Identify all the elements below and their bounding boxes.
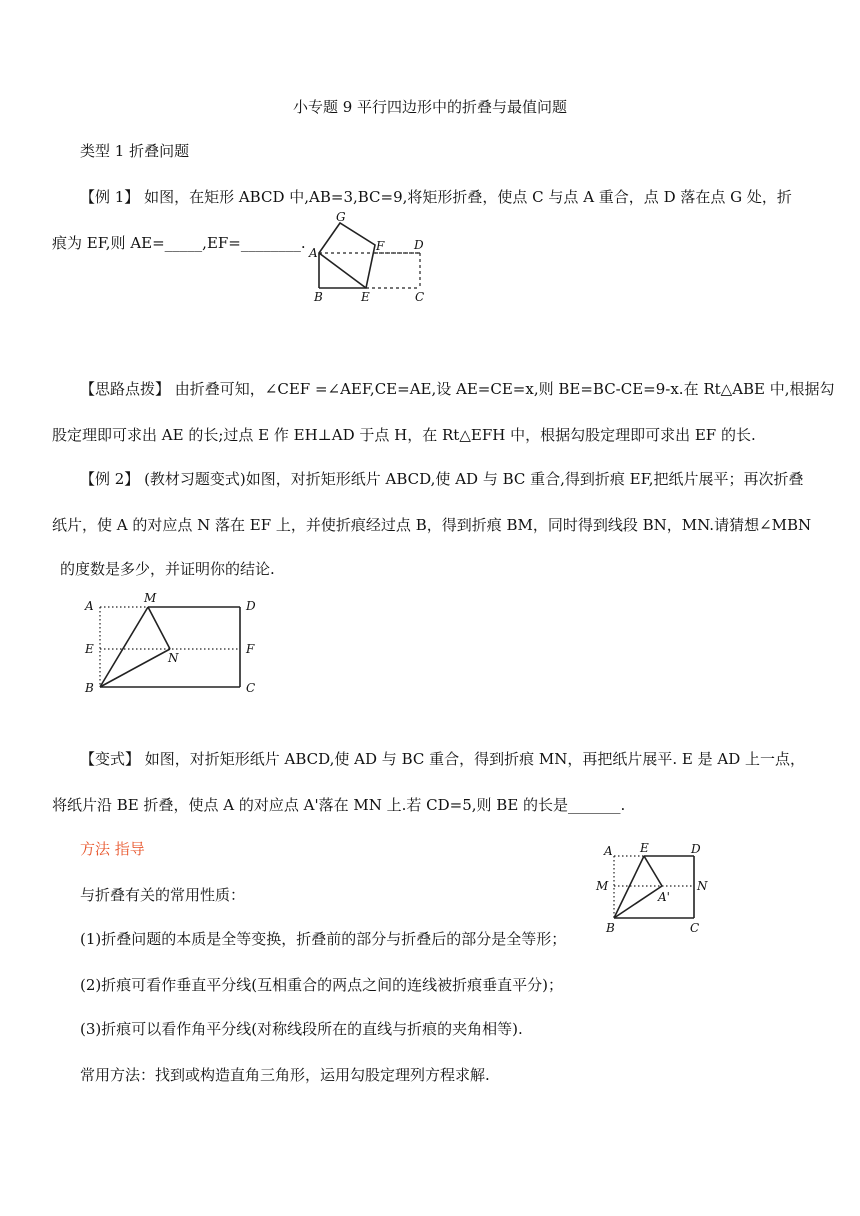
method-common-approach: 常用方法：找到或构造直角三角形，运用勾股定理列方程求解. (80, 1066, 490, 1084)
example2-line2: 纸片，使 A 的对应点 N 落在 EF 上，并使折痕经过点 B，得到折痕 BM，同时得到线段 BN，MN.请猜想∠MBN (52, 516, 812, 534)
label-A: A (604, 844, 613, 858)
page-title: 小专题 9 平行四边形中的折叠与最值问题 (292, 98, 568, 116)
section-heading-type1: 类型 1 折叠问题 (80, 142, 190, 160)
method-intro: 与折叠有关的常用性质： (80, 886, 246, 904)
label-B: B (85, 681, 94, 695)
label-F: F (246, 642, 255, 656)
label-D: D (246, 599, 256, 613)
label-B: B (314, 290, 323, 304)
method-property-3: (3)折痕可以看作角平分线(对称线段所在的直线与折痕的夹角相等). (80, 1020, 523, 1038)
variant-line1: 【变式】 如图，对折矩形纸片 ABCD,使 AD 与 BC 重合，得到折痕 MN，再把纸片展平. E 是 AD 上一点， (80, 750, 806, 768)
example2-line3: 的度数是多少，并证明你的结论. (60, 560, 275, 578)
label-N: N (697, 879, 708, 893)
label-M: M (596, 879, 609, 893)
label-C: C (690, 921, 700, 935)
example2-line1: 【例 2】 (教材习题变式)如图，对折矩形纸片 ABCD,使 AD 与 BC 重合,得到折痕 EF,把纸片展平；再次折叠 (80, 470, 804, 488)
label-C: C (415, 290, 425, 304)
label-B: B (606, 921, 615, 935)
label-A-prime: A' (658, 890, 670, 904)
method-heading: 方法 指导 (80, 840, 145, 858)
variant-figure (590, 840, 720, 940)
label-E: E (640, 841, 649, 855)
label-D: D (691, 842, 701, 856)
label-M: M (144, 591, 157, 605)
example1-line2: 痕为 EF,则 AE=_____,EF=________. (52, 234, 306, 252)
label-F: F (376, 239, 385, 253)
example2-figure (80, 590, 270, 698)
hint-line1: 【思路点拨】 由折叠可知，∠CEF =∠AEF,CE=AE,设 AE=CE=x,则 BE=BC-CE=9-x.在 Rt△ABE 中,根据勾 (80, 380, 835, 398)
label-E: E (85, 642, 94, 656)
label-A: A (309, 246, 318, 260)
label-D: D (414, 238, 424, 252)
example1-line1: 【例 1】 如图，在矩形 ABCD 中,AB=3,BC=9,将矩形折叠，使点 C 与点 A 重合，点 D 落在点 G 处，折 (80, 188, 792, 206)
variant-line2: 将纸片沿 BE 折叠，使点 A 的对应点 A'落在 MN 上.若 CD=5,则 BE 的长是_______. (52, 796, 626, 814)
label-C: C (246, 681, 256, 695)
label-N: N (168, 651, 179, 665)
hint-line2: 股定理即可求出 AE 的长;过点 E 作 EH⊥AD 于点 H，在 Rt△EFH 中，根据勾股定理即可求出 EF 的长. (52, 426, 756, 444)
method-property-2: (2)折痕可看作垂直平分线(互相重合的两点之间的连线被折痕垂直平分)； (80, 976, 563, 994)
label-E: E (361, 290, 370, 304)
example1-figure (300, 208, 440, 308)
label-A: A (85, 599, 94, 613)
method-property-1: (1)折叠问题的本质是全等变换，折叠前的部分与折叠后的部分是全等形； (80, 930, 567, 948)
label-G: G (336, 210, 346, 224)
